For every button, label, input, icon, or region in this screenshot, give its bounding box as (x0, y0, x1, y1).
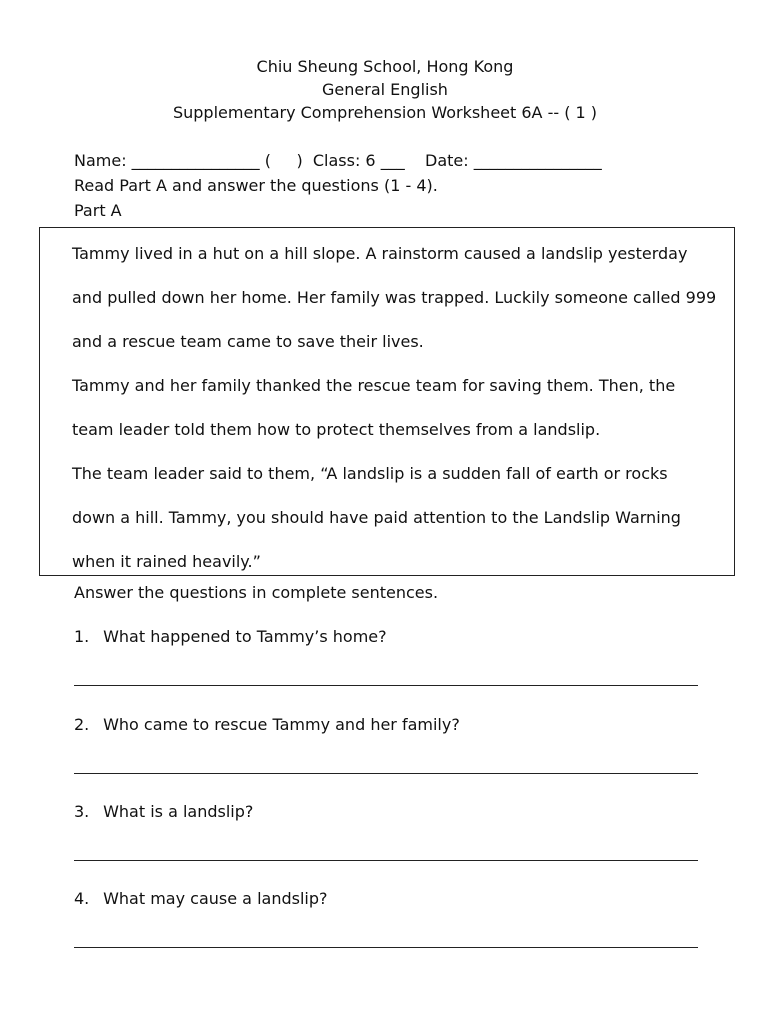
passage-line: and pulled down her home. Her family was trapped. Luckily someone called 999 (72, 288, 717, 307)
question-text: What happened to Tammy’s home? (103, 627, 387, 646)
part-a-instruction: Read Part A and answer the questions (1 - 4). (74, 176, 438, 195)
subject-title: General English (322, 80, 448, 99)
part-label: Part A (74, 201, 122, 220)
question-text: What is a landslip? (103, 802, 254, 821)
question-4 (74, 889, 327, 909)
passage-line: Tammy lived in a hut on a hill slope. A rainstorm caused a landslip yesterday (72, 244, 688, 263)
question-text: What may cause a landslip? (103, 889, 328, 908)
worksheet-title: Supplementary Comprehension Worksheet 6A -- ( 1 ) (172, 103, 598, 122)
question-3 (74, 802, 253, 822)
answer-line-3[interactable] (74, 860, 698, 861)
name-class-date-row[interactable]: Name: ________________ ( ) Class: 6 ___ Date: ________________ (74, 151, 602, 170)
passage-line: The team leader said to them, “A landslip is a sudden fall of earth or rocks (72, 464, 668, 483)
passage-line: team leader told them how to protect themselves from a landslip. (72, 420, 601, 439)
passage-line: and a rescue team came to save their lives. (72, 332, 424, 351)
answer-line-2[interactable] (74, 773, 698, 774)
answer-line-1[interactable] (74, 685, 698, 686)
school-name: Chiu Sheung School, Hong Kong (256, 57, 514, 76)
question-1 (74, 627, 387, 647)
passage-line: down a hill. Tammy, you should have paid attention to the Landslip Warning (72, 508, 681, 527)
worksheet-header (0, 55, 770, 124)
question-text: Who came to rescue Tammy and her family? (103, 715, 460, 734)
answer-line-4[interactable] (74, 947, 698, 948)
reading-passage-box (39, 227, 735, 576)
passage-line: Tammy and her family thanked the rescue team for saving them. Then, the (72, 376, 676, 395)
passage-line: when it rained heavily.” (72, 552, 261, 571)
question-number: 2. (74, 715, 90, 734)
question-2 (74, 715, 460, 735)
answer-instruction: Answer the questions in complete sentences. (74, 583, 439, 602)
question-number: 3. (74, 802, 90, 821)
student-info (74, 148, 734, 223)
question-number: 1. (74, 627, 90, 646)
question-number: 4. (74, 889, 90, 908)
